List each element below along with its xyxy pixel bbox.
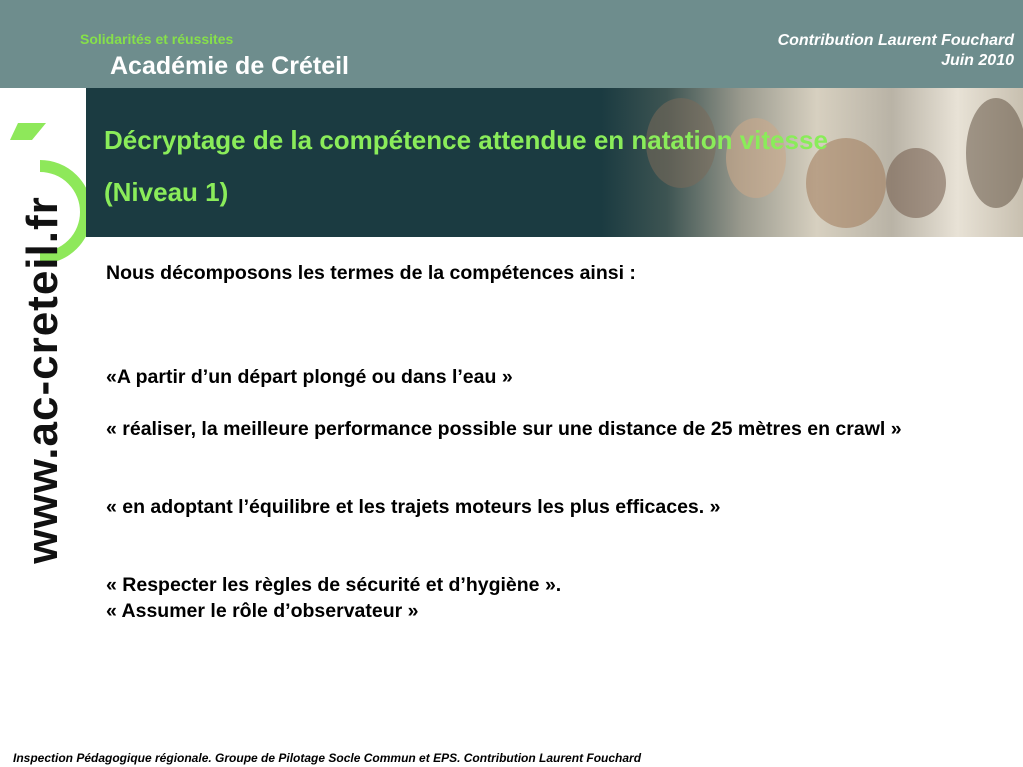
competence-item-4a: « Respecter les règles de sécurité et d’hygiène ». xyxy=(106,574,562,596)
contribution-date: Juin 2010 xyxy=(941,52,1014,69)
competence-item-4b: « Assumer le rôle d’observateur » xyxy=(106,600,419,622)
slide-title-line1: Décryptage de la compétence attendue en natation vitesse xyxy=(104,125,828,155)
competence-item-1: «A partir d’un départ plongé ou dans l’eau » xyxy=(106,366,513,388)
slide-title xyxy=(104,114,984,218)
footer-text: Inspection Pédagogique régionale. Groupe de Pilotage Socle Commun et EPS. Contribution Laurent Fouchard xyxy=(13,751,642,765)
intro-text: Nous décomposons les termes de la compétences ainsi : xyxy=(106,262,636,284)
contribution-block xyxy=(778,31,1014,71)
contribution-author: Contribution Laurent Fouchard xyxy=(777,32,1014,49)
website-url: www.ac-creteil.fr xyxy=(18,196,67,564)
header-tagline: Solidarités et réussites xyxy=(80,31,234,47)
competence-item-3: « en adoptant l’équilibre et les trajets moteurs les plus efficaces. » xyxy=(106,496,721,518)
slide-title-line2: (Niveau 1) xyxy=(104,177,229,207)
academy-name: Académie de Créteil xyxy=(110,52,349,80)
competence-item-2: « réaliser, la meilleure performance possible sur une distance de 25 mètres en crawl » xyxy=(106,418,902,440)
